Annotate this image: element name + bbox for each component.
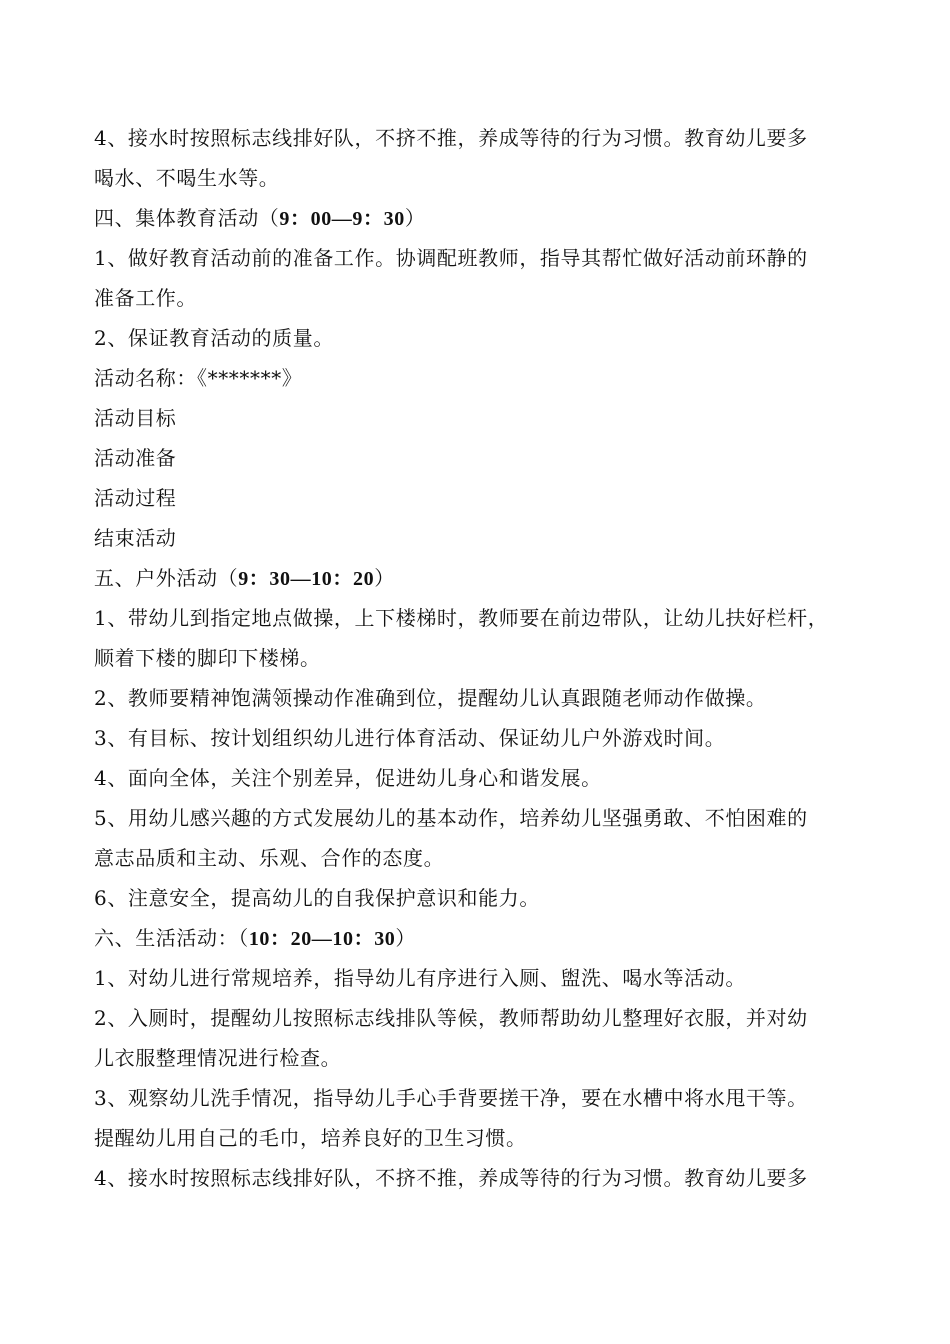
section-heading-suffix: ） <box>374 566 395 590</box>
paragraph-line: 3、观察幼儿洗手情况，指导幼儿手心手背要搓干净，要在水槽中将水甩干等。 <box>94 1086 808 1110</box>
paragraph-line: 2、入厕时，提醒幼儿按照标志线排队等候，教师帮助幼儿整理好衣服，并对幼 <box>94 1006 808 1030</box>
section-heading-suffix: ） <box>395 926 417 950</box>
section-heading-prefix: 四、集体教育活动（ <box>94 206 280 230</box>
section-heading-prefix: 五、户外活动（ <box>94 566 239 590</box>
section-heading-4 <box>94 198 858 238</box>
section-heading-5 <box>94 558 858 598</box>
section-time-range: 9：30—10：20 <box>238 568 375 590</box>
activity-prep-line: 活动准备 <box>94 446 177 470</box>
section-heading-6 <box>94 918 858 958</box>
paragraph-line: 1、做好教育活动前的准备工作。协调配班教师，指导其帮忙做好活动前环静的 <box>94 246 808 270</box>
paragraph-line: 4、接水时按照标志线排好队，不挤不推，养成等待的行为习惯。教育幼儿要多 <box>94 126 808 150</box>
paragraph-line: 意志品质和主动、乐观、合作的态度。 <box>94 846 445 870</box>
paragraph-line: 2、保证教育活动的质量。 <box>94 326 334 350</box>
section-time-range: 10：20—10：30 <box>248 928 396 950</box>
paragraph-line: 准备工作。 <box>94 286 197 310</box>
paragraph-line: 2、教师要精神饱满领操动作准确到位，提醒幼儿认真跟随老师动作做操。 <box>94 686 767 710</box>
paragraph-line: 提醒幼儿用自己的毛巾，培养良好的卫生习惯。 <box>94 1126 527 1150</box>
activity-name-line: 活动名称：《*******》 <box>94 366 303 390</box>
paragraph-line: 1、对幼儿进行常规培养，指导幼儿有序进行入厕、盥洗、喝水等活动。 <box>94 966 746 990</box>
paragraph-line: 4、面向全体，关注个别差异，促进幼儿身心和谐发展。 <box>94 766 602 790</box>
activity-process-line: 活动过程 <box>94 486 177 510</box>
paragraph-line: 喝水、不喝生水等。 <box>94 166 280 190</box>
section-time-range: 9：00—9：30 <box>279 208 405 230</box>
paragraph-line: 儿衣服整理情况进行检查。 <box>94 1046 342 1070</box>
document-body <box>94 118 858 1198</box>
paragraph-line: 1、带幼儿到指定地点做操，上下楼梯时，教师要在前边带队，让幼儿扶好栏杆， <box>94 606 829 630</box>
paragraph-line: 5、用幼儿感兴趣的方式发展幼儿的基本动作，培养幼儿坚强勇敢、不怕困难的 <box>94 806 808 830</box>
section-heading-prefix: 六、生活活动：（ <box>94 926 249 950</box>
paragraph-line: 3、有目标、按计划组织幼儿进行体育活动、保证幼儿户外游戏时间。 <box>94 726 726 750</box>
section-heading-suffix: ） <box>404 206 426 230</box>
paragraph-line: 顺着下楼的脚印下楼梯。 <box>94 646 321 670</box>
activity-end-line: 结束活动 <box>94 526 177 550</box>
paragraph-line: 4、接水时按照标志线排好队，不挤不推，养成等待的行为习惯。教育幼儿要多 <box>94 1166 808 1190</box>
paragraph-line: 6、注意安全，提高幼儿的自我保护意识和能力。 <box>94 886 540 910</box>
activity-goal-line: 活动目标 <box>94 406 177 430</box>
